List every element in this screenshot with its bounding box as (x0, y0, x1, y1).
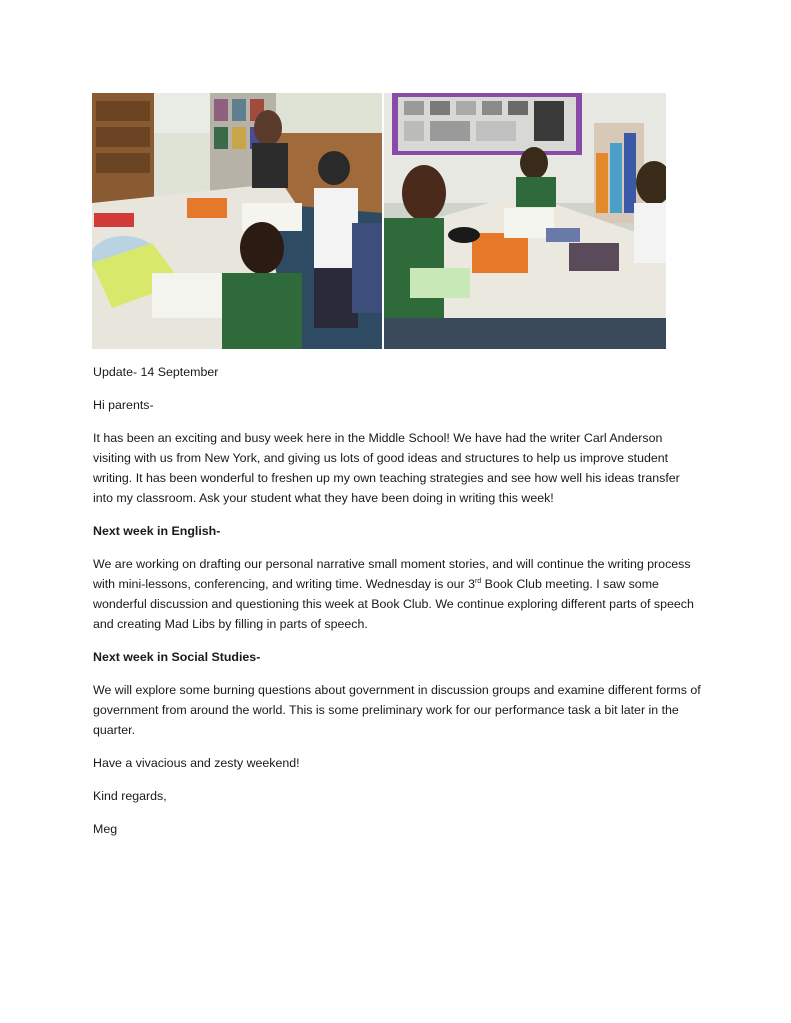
photo-strip (92, 93, 666, 349)
social-studies-heading: Next week in Social Studies- (93, 650, 261, 664)
closing-line: Have a vivacious and zesty weekend! (93, 756, 300, 770)
signature: Meg (93, 822, 118, 836)
intro-paragraph: It has been an exciting and busy week here in the Middle School! We have had the writer Carl Anderson visiting with us from New York, and giving us lots of good ideas and structures to help us improve student writing. It has been wonderful to freshen up my own teaching strategies and see how well his ideas transfer into my classroom. Ask your student what they have been doing in writing this week! (93, 431, 680, 505)
classroom-photo-right (384, 93, 666, 349)
sign-off: Kind regards, (93, 789, 167, 803)
english-heading: Next week in English- (93, 524, 221, 538)
newsletter-body (93, 362, 703, 852)
english-text-end: Book Club meeting. I saw some wonderful discussion and questioning this week at Book Club. We continue exploring different parts of speech and creating Mad Libs by filling in parts of speech. (93, 577, 694, 631)
english-text-start: We are working on drafting our personal narrative small moment stories, and will continue the writing process with mini-lessons, conferencing, and writing time. Wednesday is our 3 (93, 557, 691, 591)
english-paragraph (93, 554, 703, 634)
greeting: Hi parents- (93, 398, 154, 412)
update-heading: Update- 14 September (93, 365, 219, 379)
ordinal-suffix: rd (475, 578, 482, 585)
social-studies-paragraph: We will explore some burning questions about government in discussion groups and examine different forms of government from around the world. This is some preliminary work for our performance task a bit later in the quarter. (93, 683, 701, 737)
classroom-photo-left (92, 93, 382, 349)
